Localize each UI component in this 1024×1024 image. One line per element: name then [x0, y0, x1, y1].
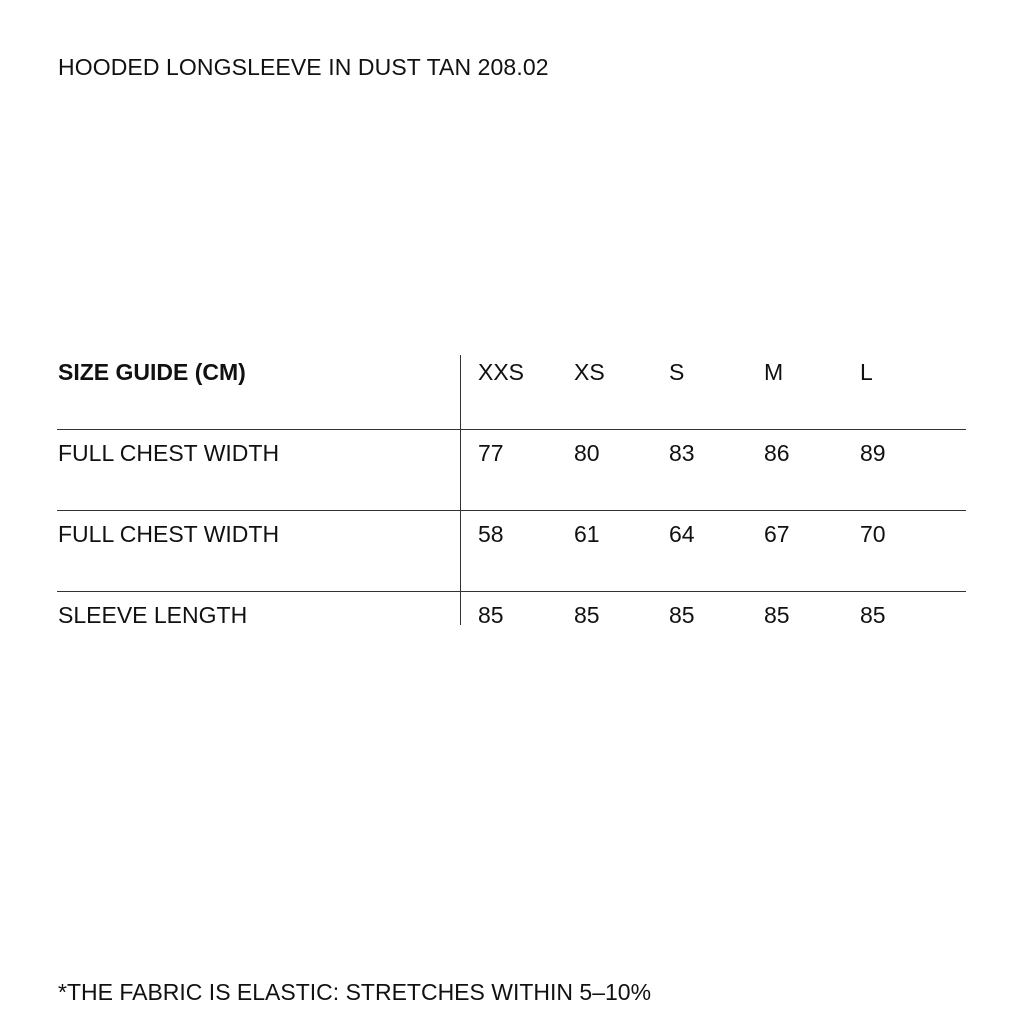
- table-cell: 85: [478, 602, 504, 628]
- row-label: FULL CHEST WIDTH: [58, 521, 280, 547]
- table-cell: 85: [574, 602, 600, 628]
- table-header-row: [57, 355, 966, 429]
- table-cell: 70: [860, 521, 886, 547]
- table-cell: 58: [478, 521, 504, 547]
- fabric-note: *THE FABRIC IS ELASTIC: STRETCHES WITHIN 5–10%: [58, 979, 652, 1005]
- size-guide-heading: SIZE GUIDE (CM): [58, 359, 246, 385]
- page-title: HOODED LONGSLEEVE IN DUST TAN 208.02: [58, 54, 549, 80]
- row-label: FULL CHEST WIDTH: [58, 440, 280, 466]
- table-cell: 67: [764, 521, 790, 547]
- table-row: [57, 591, 966, 628]
- table-cell: 80: [574, 440, 600, 466]
- table-row: [57, 429, 966, 510]
- table-cell: 86: [764, 440, 790, 466]
- size-header-xxs: XXS: [478, 359, 525, 385]
- table-row: [57, 510, 966, 591]
- size-header-m: M: [764, 359, 784, 385]
- table-cell: 83: [669, 440, 695, 466]
- size-header-xs: XS: [574, 359, 605, 385]
- table-cell: 77: [478, 440, 504, 466]
- table-cell: 85: [764, 602, 790, 628]
- size-guide-table: [57, 355, 966, 628]
- table-cell: 61: [574, 521, 600, 547]
- size-header-s: S: [669, 359, 685, 385]
- size-header-l: L: [860, 359, 873, 385]
- row-label: SLEEVE LENGTH: [58, 602, 248, 628]
- table-cell: 89: [860, 440, 886, 466]
- table-cell: 85: [860, 602, 886, 628]
- table-cell: 85: [669, 602, 695, 628]
- table-cell: 64: [669, 521, 695, 547]
